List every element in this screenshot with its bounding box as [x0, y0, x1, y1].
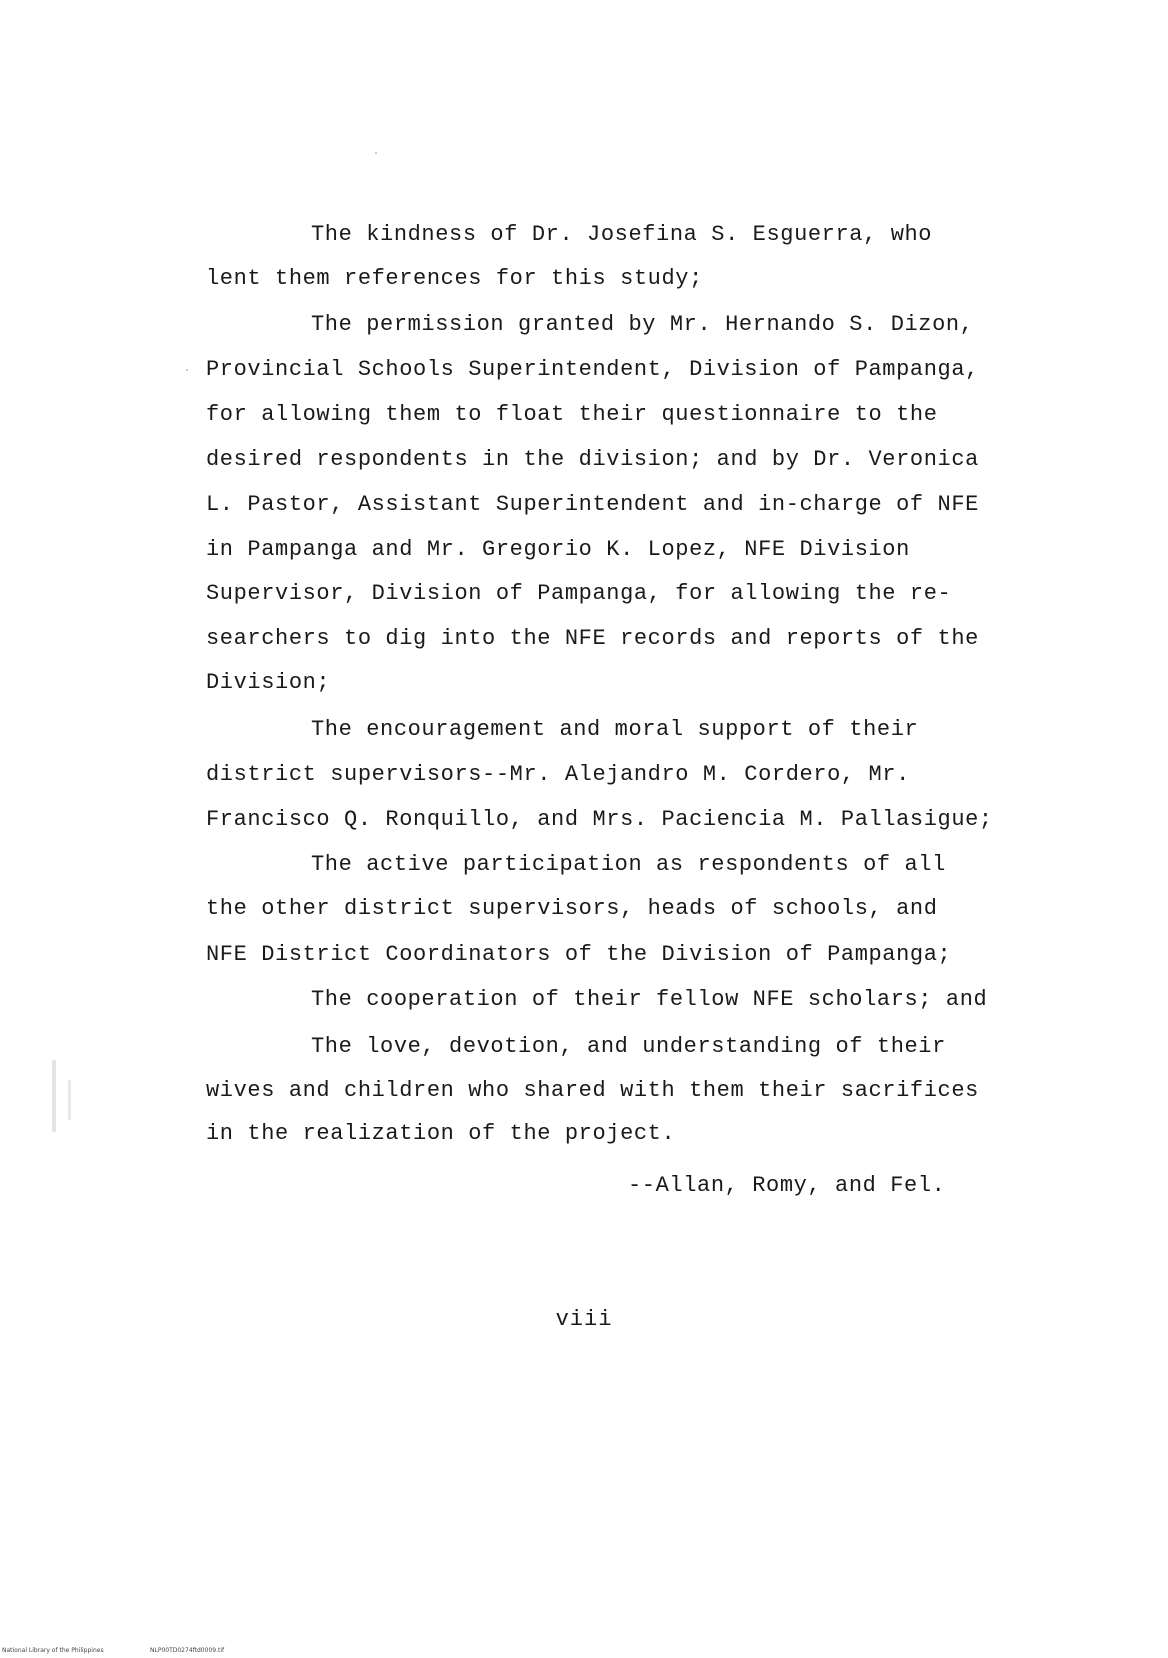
paragraph-participation-line-1: The active participation as respondents of all: [311, 852, 946, 877]
paragraph-permission-line-4: desired respondents in the division; and by Dr. Veronica: [206, 447, 979, 472]
footer-library-label: National Library of the Philippines: [2, 1647, 104, 1654]
scan-speck: [186, 369, 188, 371]
paragraph-love-line-2: wives and children who shared with them their sacrifices: [206, 1078, 979, 1103]
scan-speck: [68, 1080, 71, 1120]
paragraph-cooperation-line-1: The cooperation of their fellow NFE scholars; and: [311, 987, 988, 1012]
footer-file-id: NLP00TD0274ftd0009.tif: [150, 1647, 225, 1654]
paragraph-permission-line-9: Division;: [206, 670, 331, 695]
paragraph-encouragement-line-3: Francisco Q. Ronquillo, and Mrs. Paciencia M. Pallasigue;: [206, 807, 993, 832]
paragraph-permission-line-2: Provincial Schools Superintendent, Division of Pampanga,: [206, 357, 979, 382]
scan-speck: [375, 152, 377, 154]
paragraph-permission-line-7: Supervisor, Division of Pampanga, for allowing the re-: [206, 581, 952, 606]
paragraph-love-line-3: in the realization of the project.: [206, 1121, 676, 1146]
paragraph-encouragement-line-1: The encouragement and moral support of their: [311, 717, 919, 742]
page-number: viii: [555, 1307, 613, 1332]
paragraph-permission-line-1: The permission granted by Mr. Hernando S. Dizon,: [311, 312, 974, 337]
paragraph-participation-line-2: the other district supervisors, heads of schools, and: [206, 896, 938, 921]
paragraph-encouragement-line-2: district supervisors--Mr. Alejandro M. Cordero, Mr.: [206, 762, 910, 787]
paragraph-kindness-line-1: The kindness of Dr. Josefina S. Esguerra, who: [311, 222, 933, 247]
scan-speck: [52, 1060, 56, 1132]
paragraph-kindness-line-2: lent them references for this study;: [206, 266, 703, 291]
signature: --Allan, Romy, and Fel.: [628, 1173, 946, 1198]
paragraph-love-line-1: The love, devotion, and understanding of their: [311, 1034, 946, 1059]
paragraph-participation-line-3: NFE District Coordinators of the Division of Pampanga;: [206, 942, 952, 967]
paragraph-permission-line-3: for allowing them to float their questionnaire to the: [206, 402, 938, 427]
paragraph-permission-line-6: in Pampanga and Mr. Gregorio K. Lopez, NFE Division: [206, 537, 910, 562]
paragraph-permission-line-8: searchers to dig into the NFE records and reports of the: [206, 626, 979, 651]
paragraph-permission-line-5: L. Pastor, Assistant Superintendent and in-charge of NFE: [206, 492, 979, 517]
